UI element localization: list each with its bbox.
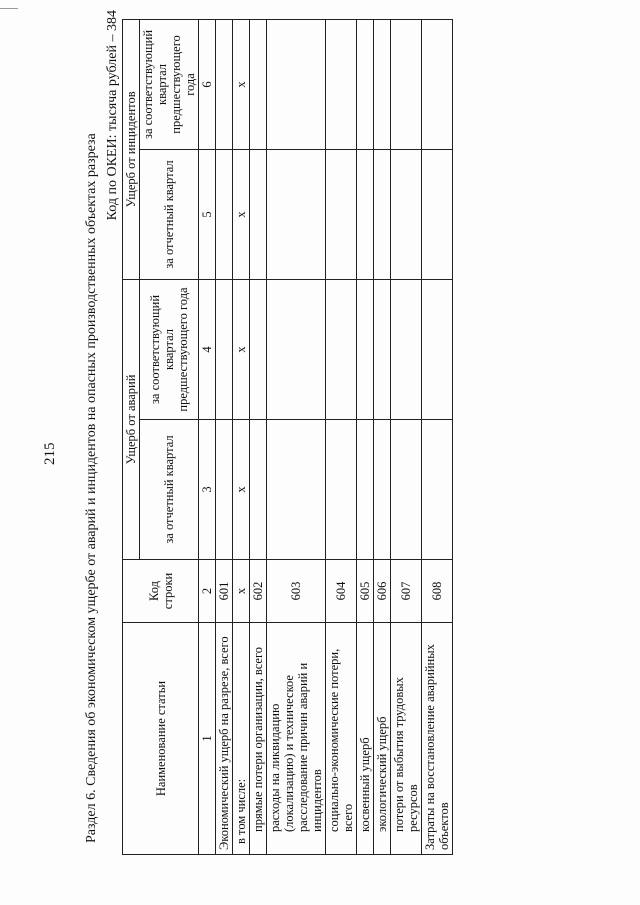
row-name: социально-экономические потери, всего [326,623,357,855]
row-value [357,149,374,279]
row-value [267,279,326,419]
table-row [216,19,233,854]
row-value [422,420,453,560]
column-number-row [199,19,216,854]
row-value [422,279,453,419]
row-value [391,420,422,560]
row-name: Затраты на восстановление аварийных объектов [422,623,453,855]
col-number: 6 [199,19,216,149]
row-value [357,19,374,149]
row-name: в том числе: [233,623,250,855]
row-code: 602 [250,560,267,623]
header-inc-reporting: за отчетный квартал [140,149,199,279]
table-row [422,19,453,854]
okei-code: Код по ОКЕИ: тысяча рублей – 384 [105,10,120,221]
row-value [216,420,233,560]
row-code: 606 [374,560,391,623]
table-row [391,19,422,854]
row-value [374,19,391,149]
row-value [216,149,233,279]
row-value [391,19,422,149]
header-incidents: Ущерб от инцидентов [123,19,140,279]
row-value [357,420,374,560]
row-code: 607 [391,560,422,623]
row-value [326,19,357,149]
header-row-1 [123,19,140,854]
row-name: Экономический ущерб на разрезе, всего [216,623,233,855]
row-name: прямые потери организации, всего [250,623,267,855]
row-value [250,149,267,279]
row-value [374,149,391,279]
row-value [326,420,357,560]
header-accidents: Ущерб от аварий [123,279,140,559]
row-value [216,19,233,149]
table-row [267,19,326,854]
col-number: 5 [199,149,216,279]
col-number: 1 [199,623,216,855]
row-value [267,19,326,149]
col-number: 2 [199,560,216,623]
header-code: Код строки [123,560,199,623]
row-code: 601 [216,560,233,623]
row-value [326,279,357,419]
row-code: 604 [326,560,357,623]
row-code: x [233,560,250,623]
row-name: косвенный ущерб [357,623,374,855]
row-value [267,420,326,560]
row-value: x [233,19,250,149]
row-value [391,149,422,279]
header-acc-prev-year: за соответствующий квартал предшествующего года [140,279,199,419]
row-value [216,279,233,419]
table-row [250,19,267,854]
table-row [374,19,391,854]
row-value [326,149,357,279]
row-value [250,420,267,560]
row-value [357,279,374,419]
row-value [391,279,422,419]
row-value [374,279,391,419]
table-row [357,19,374,854]
row-code: 605 [357,560,374,623]
page-number: 215 [42,442,58,465]
row-value [267,149,326,279]
col-number: 4 [199,279,216,419]
col-number: 3 [199,420,216,560]
row-value: x [233,279,250,419]
header-inc-prev-year: за соответствующий квартал предшествующего года [140,19,199,149]
table-row [326,19,357,854]
row-value [422,149,453,279]
row-name: потери от выбытия трудовых ресурсов [391,623,422,855]
row-value [374,420,391,560]
table-row [233,19,250,854]
row-value [422,19,453,149]
row-code: 608 [422,560,453,623]
header-acc-reporting: за отчетный квартал [140,420,199,560]
row-value [250,19,267,149]
row-value [250,279,267,419]
row-name: расходы на ликвидацию (локализацию) и техническое расследование причин аварий и инцидентов [267,623,326,855]
header-name: Наименование статьи [123,623,199,855]
section-title: Раздел 6. Сведения об экономическом ущербе от аварий и инцидентов на опасных производственных объектах разреза [84,133,99,843]
row-value: x [233,149,250,279]
row-name: экологический ущерб [374,623,391,855]
damage-table [122,19,453,855]
row-code: 603 [267,560,326,623]
row-value: x [233,420,250,560]
